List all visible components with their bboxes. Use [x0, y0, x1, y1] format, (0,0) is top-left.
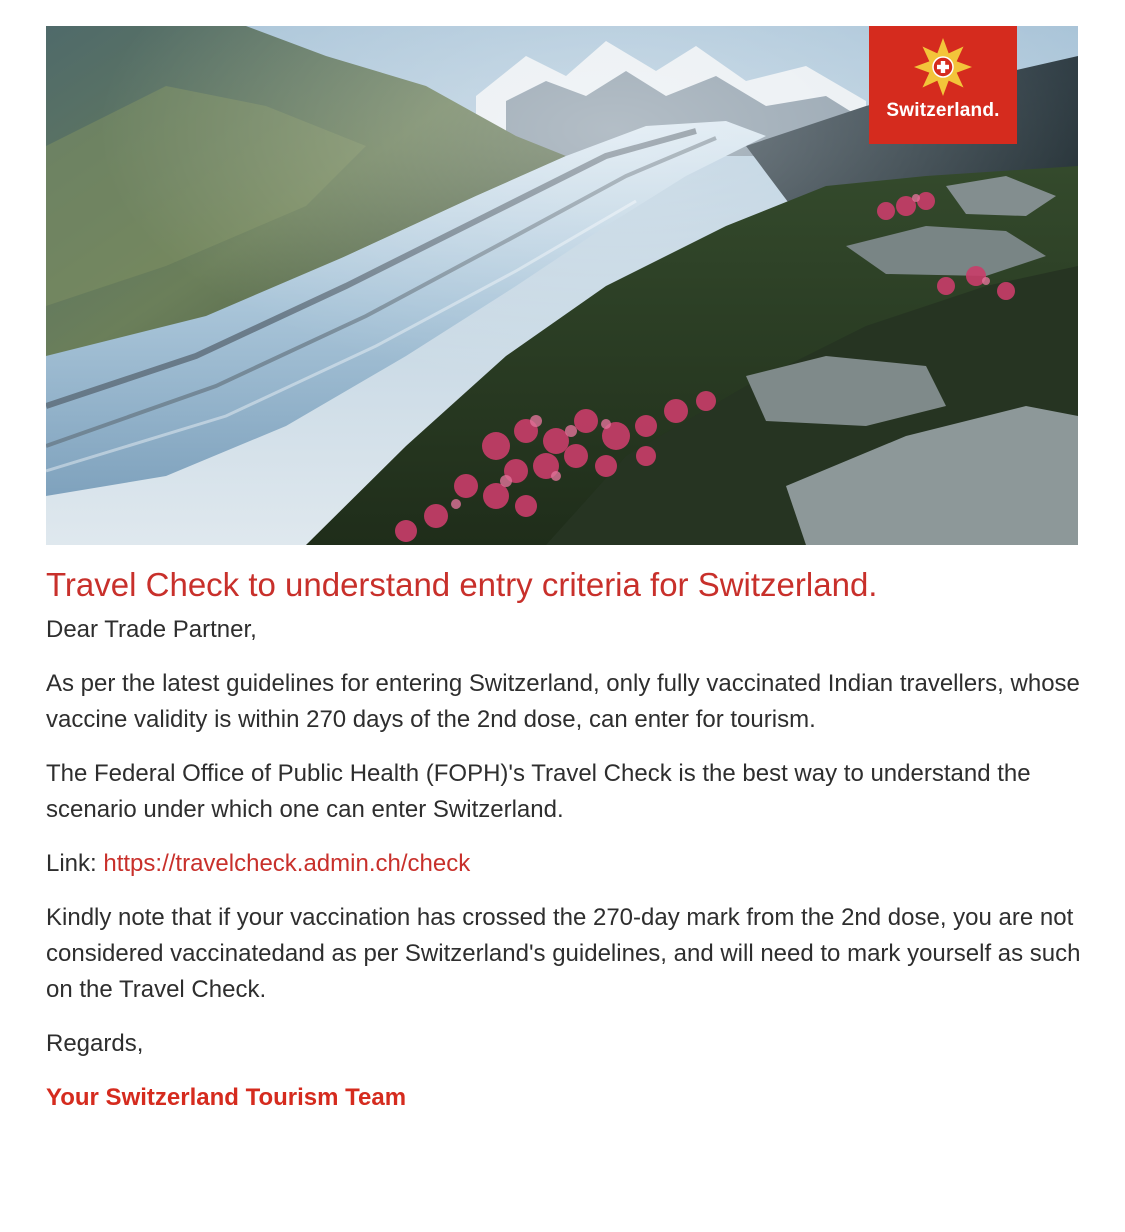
closing: Regards,	[46, 1030, 144, 1057]
email-title: Travel Check to understand entry criteria for Switzerland.	[46, 566, 878, 603]
logo-wordmark: Switzerland.	[886, 100, 1000, 121]
hero-image	[46, 26, 1078, 545]
switzerland-tourism-logo	[869, 26, 1017, 144]
paragraph-travel-check: The Federal Office of Public Health (FOPH)'s Travel Check is the best way to understand the scenario under which one can enter Switzerland.	[46, 760, 1031, 823]
travel-check-link[interactable]: https://travelcheck.admin.ch/check	[103, 850, 471, 877]
signature: Your Switzerland Tourism Team	[46, 1084, 407, 1111]
link-label: Link:	[46, 850, 104, 877]
paragraph-guidelines: As per the latest guidelines for entering Switzerland, only fully vaccinated Indian travellers, whose vaccine validity is within 270 days of the 2nd dose, can enter for tourism.	[46, 670, 1080, 733]
greeting: Dear Trade Partner,	[46, 616, 257, 643]
email-body	[46, 562, 1086, 1116]
link-line	[46, 846, 1086, 882]
edelweiss-flower-icon	[912, 36, 974, 98]
paragraph-vaccination-note: Kindly note that if your vaccination has crossed the 270-day mark from the 2nd dose, you are not considered vaccinatedand as per Switzerland's guidelines, and will need to mark yourself as such on the Travel Check.	[46, 904, 1081, 1003]
